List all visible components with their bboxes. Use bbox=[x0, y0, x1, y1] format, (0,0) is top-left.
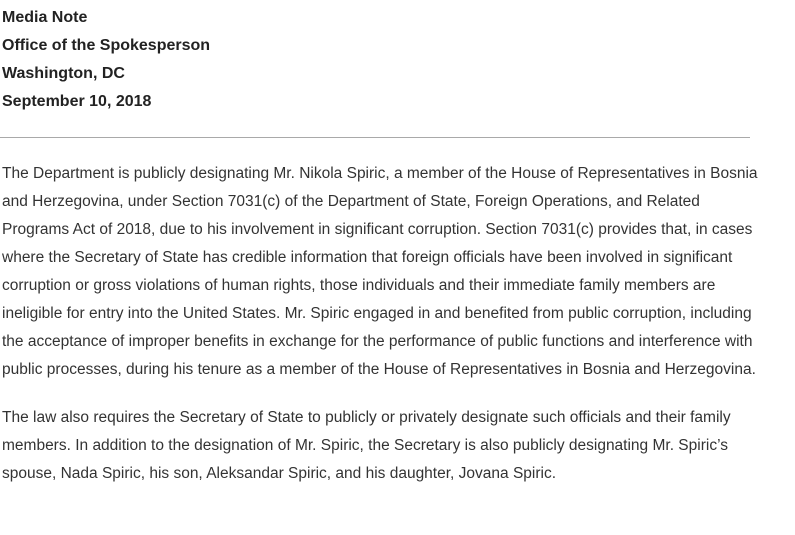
body-paragraph-1: The Department is publicly designating Mr. Nikola Spiric, a member of the House of Representatives in Bosnia and Herzegovina, under Section 7031(c) of the Department of State, Foreign Operations, and Related Programs Act of 2018, due to his involvement in significant corruption. Section 7031(c) provides that, in cases where the Secretary of State has credible information that foreign officials have been involved in significant corruption or gross violations of human rights, those individuals and their immediate family members are ineligible for entry into the United States. Mr. Spiric engaged in and benefited from public corruption, including the acceptance of improper benefits in exchange for the performance of public functions and interference with public processes, during his tenure as a member of the House of Representatives in Bosnia and Herzegovina. bbox=[2, 165, 758, 378]
release-type: Media Note bbox=[2, 9, 88, 26]
issuing-office: Office of the Spokesperson bbox=[2, 37, 211, 54]
release-body bbox=[2, 160, 762, 508]
header-divider bbox=[0, 137, 750, 138]
release-location: Washington, DC bbox=[2, 65, 125, 82]
press-release-header bbox=[2, 4, 762, 116]
body-paragraph-2: The law also requires the Secretary of State to publicly or privately designate such officials and their family members. In addition to the designation of Mr. Spiric, the Secretary is also publicly designating Mr. Spiric’s spouse, Nada Spiric, his son, Aleksandar Spiric, and his daughter, Jovana Spiric. bbox=[2, 409, 731, 482]
release-date: September 10, 2018 bbox=[2, 93, 152, 110]
